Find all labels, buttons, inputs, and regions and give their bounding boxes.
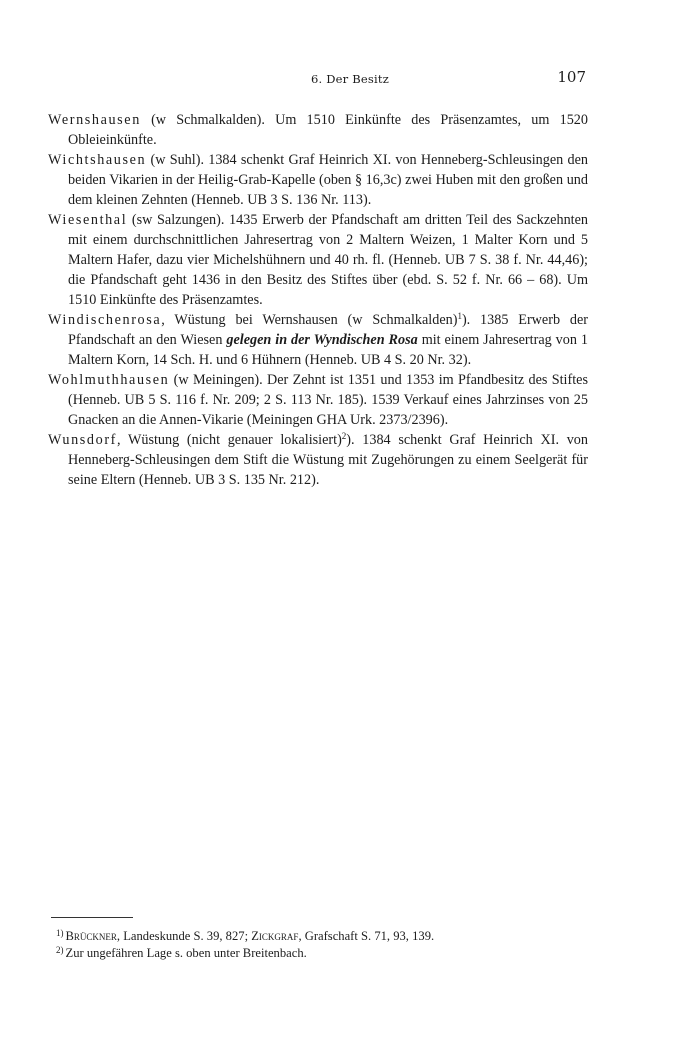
entry-text: ). 1384 schenkt Graf Heinrich XI. von Henneberg-Schleusingen dem Stift die Wüstung mit Zugehörungen zu einem Seelgerät für seine Eltern (Henneb. UB 3 S. 135 Nr. 212). xyxy=(68,432,588,488)
entry-lemma: Wichtshausen xyxy=(48,152,147,168)
footnote-author: Brückner xyxy=(65,929,117,943)
entry-text: (w Suhl). 1384 schenkt Graf Heinrich XI. von Henneberg-Schleusingen den beiden Vikarien in der Heilig-Grab-Kapelle (oben § 16,3c) zwei Huben mit den großen und dem kleinen Zehnten (Henneb. UB 3 S. 136 Nr. 113). xyxy=(68,152,588,208)
footnote-2 xyxy=(48,945,608,962)
footnote-1 xyxy=(48,928,608,945)
entry-lemma: Wohlmuthhausen xyxy=(48,372,170,388)
entry-text: , Wüstung bei Wernshausen (w Schmalkalden) xyxy=(161,312,458,328)
entry-windischenrosa xyxy=(48,310,588,370)
entry-text: , Wüstung (nicht genauer lokalisiert) xyxy=(116,432,342,448)
entry-text: (w Meiningen). Der Zehnt ist 1351 und 1353 im Pfandbesitz des Stiftes (Henneb. UB 5 S. 116 f. Nr. 209; 2 S. 113 Nr. 185). 1539 Verkauf eines Jahrzinses von 25 Gnacken an die Annen-Vikarie (Meiningen GHA Urk. 2373/2396). xyxy=(68,372,588,428)
entry-lemma: Wiesenthal xyxy=(48,212,128,228)
entry-lemma: Wunsdorf xyxy=(48,432,117,448)
footnote-marker: 1) xyxy=(56,928,64,938)
entry-text: ). 1385 Erwerb der Pfandschaft an den Wiesen xyxy=(68,312,589,348)
footnote-ref: 2 xyxy=(341,431,347,441)
entry-list xyxy=(48,110,588,490)
footnotes xyxy=(48,928,608,962)
entry-lemma: Windischenrosa xyxy=(48,312,162,328)
quoted-source-text: gelegen in der Wyndischen Rosa xyxy=(226,332,418,348)
footnote-ref: 1 xyxy=(457,311,462,321)
footnote-marker: 2) xyxy=(56,945,64,955)
entry-text: mit einem Jahresertrag von 1 Maltern Korn, 14 Sch. H. und 6 Hühnern (Henneb. UB 4 S. 20 Nr. 32). xyxy=(68,332,588,368)
page-number: 107 xyxy=(557,68,586,86)
footnote-text: Zur ungefähren Lage s. oben unter Breitenbach. xyxy=(65,946,307,960)
entry-wiesenthal xyxy=(48,210,588,310)
footnote-text: , Grafschaft S. 71, 93, 139. xyxy=(298,929,435,943)
running-title: 6. Der Besitz xyxy=(311,72,389,86)
entry-wunsdorf xyxy=(48,430,588,490)
entry-text: (w Schmalkalden). Um 1510 Einkünfte des Präsenzamtes, um 1520 Obleieinkünfte. xyxy=(68,112,588,148)
entry-wichtshausen xyxy=(48,150,588,210)
entry-lemma: Wernshausen xyxy=(48,112,141,128)
footnote-author: Zickgraf xyxy=(251,929,299,943)
running-head xyxy=(0,68,700,88)
entry-wohlmuthhausen xyxy=(48,370,588,430)
entry-text: (sw Salzungen). 1435 Erwerb der Pfandschaft am dritten Teil des Sackzehnten mit einem durchschnittlichen Jahresertrag von 2 Maltern Weizen, 1 Malter Korn und 5 Maltern Hafer, dazu vier Michelshühnern und 40 rh. fl. (Henneb. UB 7 S. 38 f. Nr. 44,46); die Pfandschaft geht 1436 in den Besitz des Stiftes über (ebd. S. 52 f. Nr. 66 – 68). Um 1510 Einkünfte des Präsenzamtes. xyxy=(68,212,588,308)
footnote-divider xyxy=(51,917,133,918)
footnote-text: , Landeskunde S. 39, 827; xyxy=(116,929,252,943)
entry-wernshausen xyxy=(48,110,588,150)
